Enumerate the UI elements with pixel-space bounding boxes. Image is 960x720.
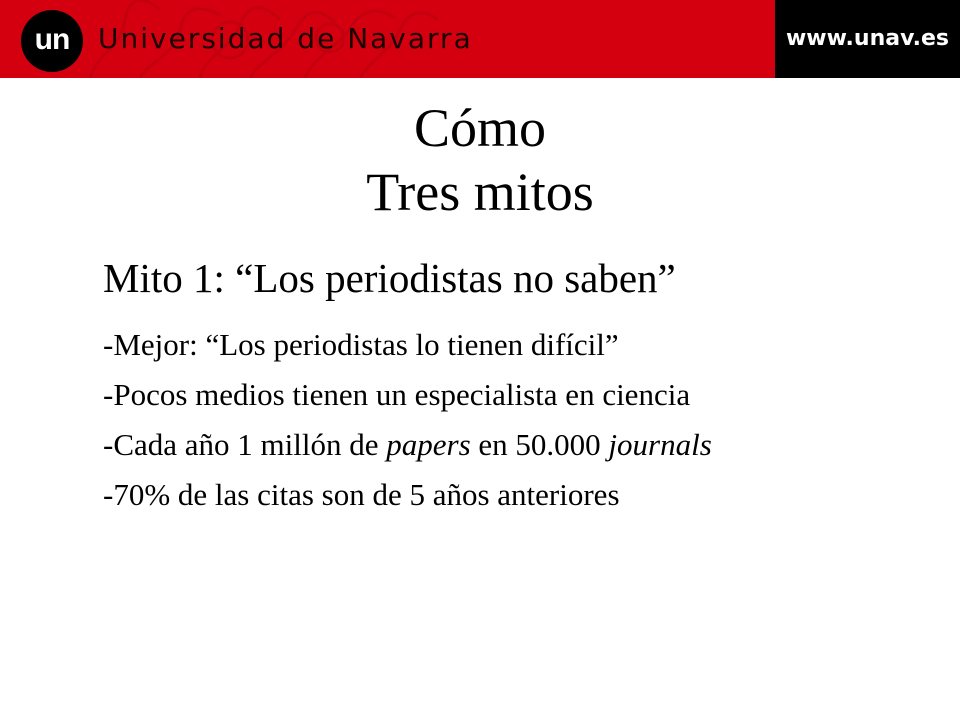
bullet-item: -Pocos medios tienen un especialista en ciencia xyxy=(103,377,691,412)
slide-title-line-2: Tres mitos xyxy=(366,162,594,222)
slide-title-line-1: Cómo xyxy=(413,98,547,158)
myth-heading: Mito 1: “Los periodistas no saben” xyxy=(103,255,676,301)
bullet-emphasis: journals xyxy=(608,427,712,462)
bullet-item: -70% de las citas son de 5 años anteriores xyxy=(103,477,620,512)
slide-content xyxy=(103,250,843,526)
university-logo: un xyxy=(21,10,83,72)
bullet-emphasis: papers xyxy=(386,427,471,462)
bullet-text: en 50.000 xyxy=(470,427,609,462)
university-name: Universidad de Navarra xyxy=(98,22,473,55)
bullet-item: -Mejor: “Los periodistas lo tienen difícil” xyxy=(103,327,619,362)
bullet-item xyxy=(103,426,843,464)
slide-title xyxy=(0,96,960,224)
header-banner xyxy=(0,0,960,78)
bullet-text: -Cada año 1 millón de xyxy=(103,427,387,462)
website-url[interactable]: www.unav.es xyxy=(775,0,960,78)
